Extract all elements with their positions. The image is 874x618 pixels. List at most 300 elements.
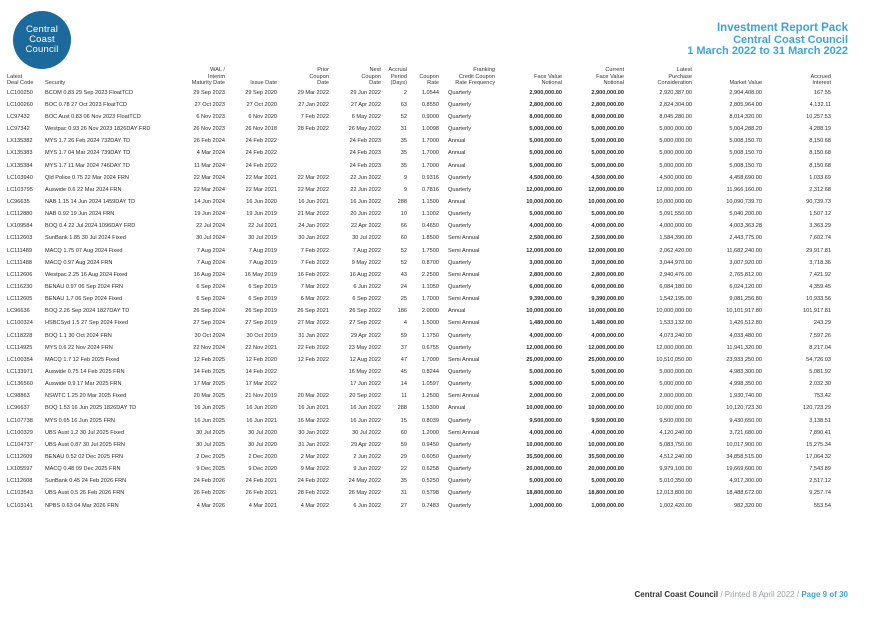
cell-current_face: 4,500,000.00 — [591, 174, 624, 181]
cell-face: 1,000,000.00 — [529, 502, 562, 509]
cell-next_coupon: 6 Jun 2022 — [353, 502, 381, 509]
cell-prior_coupon: 22 Mar 2022 — [297, 174, 329, 181]
cell-maturity: 4 Mar 2024 — [196, 150, 225, 157]
cell-next_coupon: 16 Jun 2022 — [350, 405, 381, 412]
cell-frequency: Quarterly — [448, 259, 472, 266]
cell-face: 2,500,000.00 — [529, 235, 562, 242]
cell-security: BCOM 0.83 29 Sep 2023 FloatTCD — [45, 89, 133, 96]
cell-interest: 3,718.36 — [809, 259, 831, 266]
cell-security: SunBank 0.45 24 Feb 2026 FRN — [45, 478, 127, 485]
table-row — [6, 320, 832, 332]
cell-market: 8,014,320.00 — [729, 114, 762, 121]
cell-prior_coupon: 28 Feb 2022 — [297, 490, 329, 497]
cell-market: 34,858,515.00 — [726, 454, 762, 460]
cell-frequency: Quarterly — [448, 284, 472, 291]
cell-current_face: 5,000,000.00 — [591, 381, 624, 388]
cell-accrual: 59 — [400, 332, 407, 339]
cell-issue: 27 Sep 2019 — [245, 320, 277, 327]
cell-purchase: 10,000,000.00 — [656, 308, 692, 315]
cell-frequency: Quarterly — [448, 344, 472, 351]
table-row — [6, 381, 832, 393]
cell-face: 1,480,000.00 — [529, 320, 562, 327]
cell-prior_coupon: 7 Feb 2022 — [300, 114, 329, 121]
table-row — [6, 102, 832, 114]
cell-interest: 8,150.68 — [809, 138, 831, 145]
column-header-frequency: Franking Credit Coupon Rate Frequency — [455, 67, 495, 87]
cell-purchase: 4,512,240.00 — [659, 454, 692, 460]
cell-accrual: 52 — [400, 114, 407, 121]
column-header-interest: Accrued Interest — [810, 73, 831, 87]
cell-current_face: 5,000,000.00 — [591, 126, 624, 133]
cell-face: 3,000,000.00 — [529, 259, 562, 266]
cell-frequency: Semi Annual — [448, 320, 480, 327]
cell-maturity: 26 Nov 2023 — [193, 126, 225, 133]
cell-market: 10,090,739.70 — [726, 199, 762, 206]
table-row — [6, 248, 832, 260]
cell-purchase: 5,000,000.00 — [659, 381, 692, 388]
cell-interest: 7,421.92 — [809, 271, 831, 278]
cell-issue: 7 Aug 2019 — [248, 259, 277, 266]
cell-face: 5,000,000.00 — [529, 381, 562, 388]
cell-current_face: 9,390,000.00 — [591, 296, 624, 303]
table-row — [6, 405, 832, 417]
cell-market: 11,941,320.00 — [726, 344, 762, 351]
cell-accrual: 9 — [403, 174, 407, 181]
cell-interest: 553.54 — [813, 502, 831, 509]
cell-current_face: 2,900,000.00 — [591, 89, 624, 96]
table-row — [6, 490, 832, 502]
cell-maturity: 27 Sep 2024 — [193, 320, 225, 327]
cell-issue: 16 Jun 2021 — [246, 417, 277, 424]
cell-prior_coupon: 7 Feb 2022 — [300, 247, 329, 254]
cell-maturity: 16 Jun 2025 — [194, 417, 225, 424]
cell-prior_coupon: 9 Mar 2022 — [300, 466, 329, 473]
cell-market: 10,101,917.80 — [726, 308, 762, 315]
cell-interest: 3,138.51 — [809, 417, 831, 424]
cell-rate: 1.2500 — [421, 393, 439, 400]
cell-interest: 8,150.68 — [809, 162, 831, 169]
cell-rate: 0.4650 — [421, 223, 439, 230]
cell-maturity: 30 Jul 2025 — [196, 441, 225, 448]
cell-market: 4,998,350.00 — [729, 381, 762, 388]
table-row — [6, 454, 832, 466]
cell-rate: 1.0597 — [421, 381, 439, 388]
table-row — [6, 211, 832, 223]
cell-maturity: 9 Dec 2025 — [196, 466, 225, 473]
cell-interest: 7,543.89 — [809, 466, 831, 473]
cell-face: 5,000,000.00 — [529, 150, 562, 157]
cell-maturity: 26 Feb 2026 — [193, 490, 225, 497]
cell-accrual: 60 — [400, 235, 407, 242]
cell-purchase: 5,000,000.00 — [659, 126, 692, 133]
cell-frequency: Quarterly — [448, 478, 472, 485]
cell-security: HSBCSyd 1.5 27 Sep 2024 Fixed — [45, 320, 129, 327]
cell-purchase: 10,000,000.00 — [656, 199, 692, 206]
cell-face: 4,000,000.00 — [529, 332, 562, 339]
cell-security: BENAU 0.97 06 Sep 2024 FRN — [45, 284, 124, 291]
cell-current_face: 2,800,000.00 — [591, 271, 624, 278]
cell-rate: 0.9000 — [421, 114, 439, 121]
cell-purchase: 9,500,000.00 — [659, 417, 692, 424]
cell-current_face: 6,000,000.00 — [591, 284, 624, 291]
cell-security: BOQ 1.1 30 Oct 2024 FRN — [45, 332, 112, 339]
cell-accrual: 37 — [400, 344, 407, 351]
cell-code: LC104737 — [7, 441, 33, 448]
cell-code: LC112605 — [7, 296, 33, 303]
cell-accrual: 31 — [400, 490, 407, 497]
cell-accrual: 66 — [400, 223, 407, 230]
cell-frequency: Quarterly — [448, 466, 472, 473]
cell-frequency: Annual — [448, 150, 466, 157]
cell-issue: 22 Jul 2021 — [248, 223, 277, 230]
table-row — [6, 260, 832, 272]
table-row — [6, 235, 832, 247]
cell-interest: 2,032.30 — [809, 381, 831, 388]
table-row — [6, 430, 832, 442]
cell-frequency: Annual — [448, 308, 466, 315]
cell-maturity: 29 Sep 2023 — [193, 89, 225, 96]
cell-accrual: 35 — [400, 162, 407, 169]
cell-prior_coupon: 24 Feb 2022 — [297, 478, 329, 485]
cell-accrual: 35 — [400, 478, 407, 485]
cell-security: Auswide 0.75 14 Feb 2025 FRN — [45, 369, 125, 376]
cell-frequency: Quarterly — [448, 441, 472, 448]
cell-security: MYS 0.65 16 Jun 2025 FRN — [45, 417, 115, 424]
cell-frequency: Semi Annual — [448, 235, 480, 242]
cell-market: 2,904,408.00 — [729, 89, 762, 96]
cell-code: LC116230 — [7, 284, 33, 291]
table-row — [6, 478, 832, 490]
cell-frequency: Annual — [448, 405, 466, 412]
cell-face: 5,000,000.00 — [529, 211, 562, 218]
cell-security: NPBS 0.63 04 Mar 2026 FRN — [45, 502, 119, 509]
table-row — [6, 393, 832, 405]
cell-prior_coupon: 24 Jan 2022 — [298, 223, 329, 230]
cell-prior_coupon — [278, 138, 330, 150]
cell-face: 2,800,000.00 — [529, 271, 562, 278]
cell-purchase: 1,584,390.00 — [659, 235, 692, 242]
cell-prior_coupon: 22 Mar 2022 — [297, 186, 329, 193]
cell-market: 5,008,150.70 — [729, 138, 762, 145]
cell-interest: 29,917.81 — [806, 247, 831, 254]
cell-maturity: 22 Nov 2024 — [193, 344, 225, 351]
table-row — [6, 345, 832, 357]
cell-security: Westpac 0.93 26 Nov 2023 1826DAY FRD — [45, 126, 151, 133]
cell-market: 9,430,650.00 — [729, 417, 762, 424]
table-row — [6, 369, 832, 381]
cell-market: 5,008,150.70 — [729, 150, 762, 157]
column-header-rate: Coupon Rate — [419, 73, 439, 87]
cell-frequency: Quarterly — [448, 101, 472, 108]
cell-code: LC100324 — [7, 320, 33, 327]
cell-next_coupon: 30 Jul 2022 — [352, 429, 381, 436]
cell-interest: 167.55 — [813, 89, 831, 96]
cell-purchase: 2,920,387.00 — [659, 89, 692, 96]
cell-frequency: Semi Annual — [448, 429, 480, 436]
cell-security: MACQ 1.7 12 Feb 2025 Fixed — [45, 356, 120, 363]
cell-issue: 26 Feb 2021 — [245, 490, 277, 497]
cell-issue: 16 Jun 2020 — [246, 405, 277, 412]
cell-next_coupon: 6 Sep 2022 — [352, 296, 381, 303]
table-row — [6, 296, 832, 308]
cell-face: 10,000,000.00 — [526, 441, 562, 448]
cell-maturity: 6 Sep 2024 — [196, 296, 225, 303]
cell-next_coupon: 26 Sep 2022 — [349, 308, 381, 315]
cell-next_coupon: 26 May 2022 — [348, 126, 381, 133]
cell-security: Qld Police 0.75 22 Mar 2024 FRN — [45, 174, 129, 181]
cell-maturity: 2 Dec 2025 — [196, 454, 225, 460]
cell-security: Westpac 2.25 16 Aug 2024 Fixed — [45, 271, 128, 278]
cell-rate: 1.7500 — [421, 247, 439, 254]
cell-code: LC112603 — [7, 235, 33, 242]
cell-frequency: Annual — [448, 138, 466, 145]
cell-interest: 15,275.34 — [806, 441, 831, 448]
cell-next_coupon: 20 Sep 2022 — [349, 393, 381, 400]
cell-market: 2,443,775.00 — [729, 235, 762, 242]
cell-purchase: 2,940,476.00 — [659, 271, 692, 278]
cell-face: 9,500,000.00 — [529, 417, 562, 424]
cell-security: UBS Aust 0.87 30 Jul 2025 FRN — [45, 441, 125, 448]
cell-market: 5,040,200.00 — [729, 211, 762, 218]
cell-frequency: Quarterly — [448, 186, 472, 193]
cell-face: 5,000,000.00 — [529, 369, 562, 376]
cell-next_coupon: 27 Sep 2022 — [349, 320, 381, 327]
table-row — [6, 223, 832, 235]
table-row — [6, 357, 832, 369]
cell-market: 9,081,256.80 — [729, 296, 762, 303]
cell-maturity: 16 Aug 2024 — [193, 271, 225, 278]
cell-rate: 1.8500 — [421, 235, 439, 242]
cell-face: 5,000,000.00 — [529, 126, 562, 133]
cell-current_face: 2,500,000.00 — [591, 235, 624, 242]
cell-market: 23,933,250.00 — [726, 356, 762, 363]
cell-code: LC96636 — [7, 308, 30, 315]
cell-accrual: 35 — [400, 150, 407, 157]
cell-maturity: 30 Jul 2024 — [196, 235, 225, 242]
cell-purchase: 12,013,800.00 — [656, 490, 692, 497]
cell-accrual: 22 — [400, 466, 407, 473]
cell-accrual: 27 — [400, 502, 407, 509]
cell-current_face: 10,000,000.00 — [588, 199, 624, 206]
cell-face: 4,500,000.00 — [529, 174, 562, 181]
cell-security: UBS Aust 0.5 26 Feb 2026 FRN — [45, 490, 125, 497]
cell-rate: 1.7000 — [421, 162, 439, 169]
cell-issue: 27 Oct 2020 — [246, 101, 277, 108]
cell-face: 25,000,000.00 — [526, 356, 562, 363]
cell-maturity: 14 Feb 2025 — [193, 369, 225, 376]
cell-rate: 0.7816 — [421, 186, 439, 193]
cell-market: 4,458,690.00 — [729, 174, 762, 181]
cell-prior_coupon: 16 Mar 2022 — [297, 417, 329, 424]
cell-prior_coupon: 21 Mar 2022 — [297, 211, 329, 218]
table-row — [6, 90, 832, 102]
cell-issue: 30 Oct 2019 — [246, 332, 277, 339]
cell-frequency: Quarterly — [448, 454, 472, 460]
cell-face: 6,000,000.00 — [529, 284, 562, 291]
column-header-issue: Issue Date — [250, 80, 277, 87]
cell-security: SunBank 1.85 30 Jul 2024 Fixed — [45, 235, 126, 242]
cell-purchase: 5,000,000.00 — [659, 138, 692, 145]
table-body — [6, 90, 832, 515]
cell-code: LC103940 — [7, 174, 33, 181]
cell-purchase: 5,000,000.00 — [659, 162, 692, 169]
cell-security: NAB 1.15 14 Jun 2024 1459DAY TD — [45, 199, 136, 206]
cell-interest: 101,917.81 — [803, 308, 831, 315]
cell-accrual: 52 — [400, 247, 407, 254]
cell-issue: 7 Aug 2019 — [248, 247, 277, 254]
table-row — [6, 114, 832, 126]
cell-issue: 6 Nov 2020 — [248, 114, 277, 121]
report-header — [687, 23, 848, 58]
cell-prior_coupon: 27 Jan 2022 — [298, 101, 329, 108]
cell-interest: 7,597.26 — [809, 332, 831, 339]
cell-purchase: 1,542,195.00 — [659, 296, 692, 303]
cell-security: NAB 0.92 19 Jun 2024 FRN — [45, 211, 115, 218]
page-footer: Central Coast Council / Printed 8 April 2022 / Page 9 of 30 — [634, 590, 848, 599]
cell-accrual: 35 — [400, 138, 407, 145]
cell-market: 4,033,480.00 — [729, 332, 762, 339]
cell-code: LC107738 — [7, 417, 33, 424]
cell-interest: 2,517.12 — [809, 478, 831, 485]
cell-security: MACQ 0.48 09 Dec 2025 FRN — [45, 466, 121, 473]
cell-current_face: 5,000,000.00 — [591, 162, 624, 169]
cell-current_face: 8,000,000.00 — [591, 114, 624, 121]
cell-rate: 1.1050 — [421, 284, 439, 291]
table-row — [6, 333, 832, 345]
cell-market: 4,983,300.00 — [729, 369, 762, 376]
cell-maturity: 16 Jun 2025 — [194, 405, 225, 412]
cell-next_coupon: 16 Jun 2022 — [350, 199, 381, 206]
cell-next_coupon: 30 Jul 2022 — [352, 235, 381, 242]
cell-issue: 4 Mar 2021 — [248, 502, 277, 509]
cell-security: BENAU 0.52 02 Dec 2025 FRN — [45, 454, 124, 460]
cell-rate: 0.5250 — [421, 478, 439, 485]
cell-current_face: 1,480,000.00 — [591, 320, 624, 327]
cell-purchase: 2,062,420.00 — [659, 247, 692, 254]
report-org: Central Coast Council — [733, 33, 848, 46]
cell-prior_coupon: 26 Sep 2021 — [297, 308, 329, 315]
column-header-maturity: WAL / Interim Maturity Date — [191, 67, 225, 87]
column-header-face: Face Value Notional — [534, 73, 562, 87]
cell-interest: 4,359.45 — [809, 284, 831, 291]
cell-market: 4,917,300.00 — [729, 478, 762, 485]
cell-market: 11,682,240.00 — [726, 247, 762, 254]
cell-accrual: 10 — [400, 211, 407, 218]
cell-interest: 2,312.68 — [809, 186, 831, 193]
cell-frequency: Quarterly — [448, 126, 472, 133]
cell-interest: 3,363.29 — [809, 223, 831, 230]
cell-security: BOQ 2.26 Sep 2024 1827DAY TD — [45, 308, 130, 315]
cell-frequency: Semi Annual — [448, 356, 480, 363]
cell-code: LX135382 — [7, 138, 33, 145]
cell-prior_coupon: 28 Feb 2022 — [297, 126, 329, 133]
cell-code: LX135383 — [7, 150, 33, 157]
cell-accrual: 288 — [397, 405, 407, 412]
cell-prior_coupon: 22 Feb 2022 — [297, 344, 329, 351]
cell-code: LC133971 — [7, 369, 33, 376]
column-header-code: Latest Deal Code — [7, 73, 34, 87]
cell-prior_coupon: 29 Mar 2022 — [297, 89, 329, 96]
cell-frequency: Quarterly — [448, 89, 472, 96]
cell-market: 982,320.00 — [734, 502, 762, 509]
cell-next_coupon: 17 Jun 2022 — [350, 381, 381, 388]
column-header-security: Security — [45, 80, 66, 87]
cell-issue: 16 Jun 2020 — [246, 199, 277, 206]
cell-frequency: Quarterly — [448, 332, 472, 339]
cell-current_face: 4,000,000.00 — [591, 332, 624, 339]
cell-accrual: 9 — [403, 186, 407, 193]
cell-rate: 0.5798 — [421, 490, 439, 497]
cell-purchase: 9,979,100.00 — [659, 466, 692, 473]
cell-maturity: 4 Mar 2026 — [196, 502, 225, 509]
cell-maturity: 6 Sep 2024 — [196, 284, 225, 291]
investments-table — [6, 67, 832, 515]
cell-interest: 753.42 — [813, 393, 831, 400]
table-row — [6, 163, 832, 175]
cell-face: 5,000,000.00 — [529, 478, 562, 485]
cell-face: 5,000,000.00 — [529, 162, 562, 169]
column-header-purchase: Latest Purchase Consideration — [657, 67, 692, 87]
cell-current_face: 5,000,000.00 — [591, 211, 624, 218]
cell-rate: 1.0098 — [421, 126, 439, 133]
cell-frequency: Semi Annual — [448, 271, 480, 278]
cell-code: LC98863 — [7, 393, 30, 400]
cell-maturity: 6 Nov 2023 — [196, 114, 225, 121]
cell-frequency: Quarterly — [448, 114, 472, 121]
cell-prior_coupon: 16 Feb 2022 — [297, 271, 329, 278]
cell-market: 6,024,120.00 — [729, 284, 762, 291]
cell-rate: 0.9316 — [421, 174, 439, 181]
cell-next_coupon: 9 May 2022 — [351, 259, 381, 266]
cell-prior_coupon: 6 Mar 2022 — [300, 296, 329, 303]
cell-prior_coupon: 2 Mar 2022 — [300, 454, 329, 460]
table-row — [6, 272, 832, 284]
cell-current_face: 5,000,000.00 — [591, 478, 624, 485]
cell-current_face: 20,000,000.00 — [588, 466, 624, 473]
cell-current_face: 3,000,000.00 — [591, 259, 624, 266]
cell-accrual: 15 — [400, 417, 407, 424]
cell-rate: 0.9450 — [421, 441, 439, 448]
cell-purchase: 3,044,970.00 — [659, 259, 692, 266]
cell-rate: 1.5300 — [421, 405, 439, 412]
cell-prior_coupon — [278, 163, 330, 175]
cell-security: BOQ 1.53 16 Jun 2025 1826DAY TD — [45, 405, 137, 412]
cell-issue: 22 Nov 2021 — [245, 344, 277, 351]
cell-prior_coupon: 16 Jun 2021 — [298, 199, 329, 206]
cell-frequency: Quarterly — [448, 381, 472, 388]
cell-maturity: 30 Jul 2025 — [196, 429, 225, 436]
table-row — [6, 126, 832, 138]
cell-face: 4,000,000.00 — [529, 429, 562, 436]
cell-rate: 0.8550 — [421, 101, 439, 108]
cell-next_coupon: 24 Feb 2023 — [349, 150, 381, 157]
cell-code: LX105597 — [7, 466, 33, 473]
table-row — [6, 199, 832, 211]
cell-maturity: 12 Feb 2025 — [193, 356, 225, 363]
cell-accrual: 63 — [400, 101, 407, 108]
cell-frequency: Annual — [448, 162, 466, 169]
cell-code: LC97432 — [7, 114, 30, 121]
cell-maturity: 20 Mar 2025 — [193, 393, 225, 400]
cell-frequency: Quarterly — [448, 490, 472, 497]
cell-market: 2,805,964.00 — [729, 101, 762, 108]
footer-page: Page 9 of 30 — [801, 590, 848, 599]
cell-accrual: 52 — [400, 259, 407, 266]
cell-issue: 26 Sep 2019 — [245, 308, 277, 315]
cell-interest: 8,150.68 — [809, 150, 831, 157]
table-row — [6, 187, 832, 199]
cell-issue: 17 Mar 2022 — [245, 381, 277, 388]
